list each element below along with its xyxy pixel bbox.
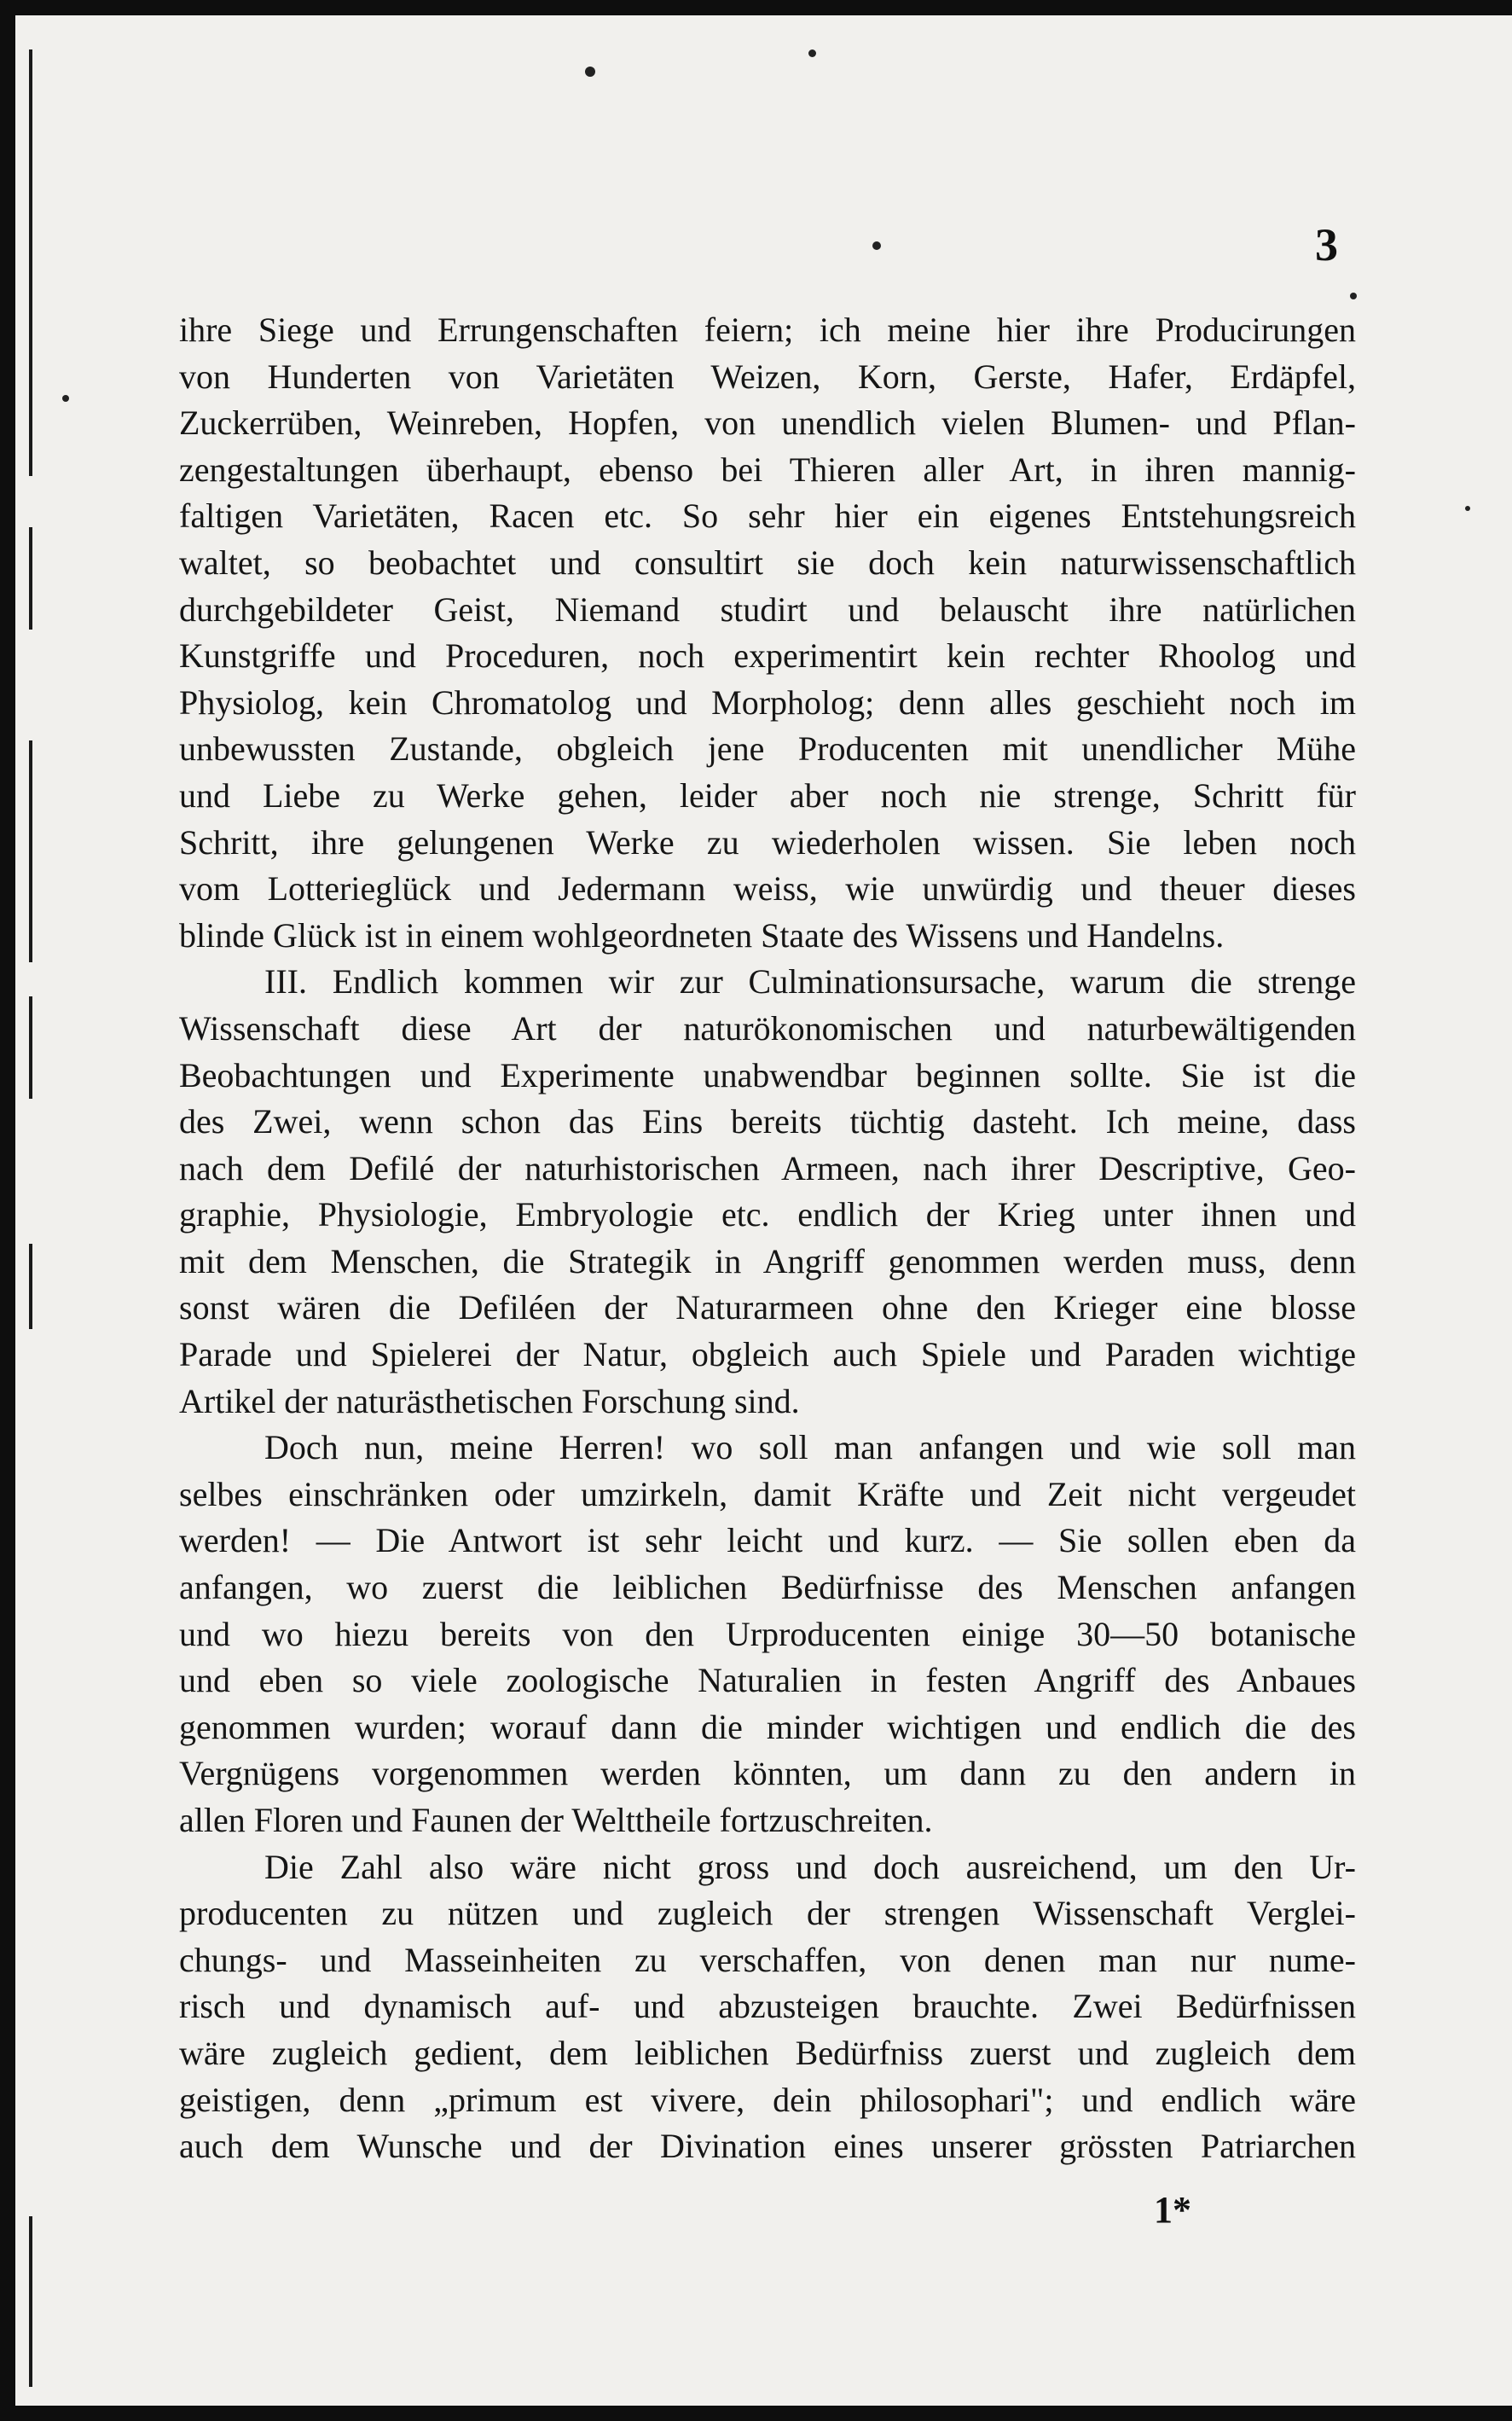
text-line: Parade und Spielerei der Natur, obgleich auch Spiele und Paraden wichtige [179, 1335, 1356, 1374]
scan-speck [585, 67, 595, 77]
text-line: wäre zugleich gedient, dem leiblichen Bedürfniss zuerst und zugleich dem [179, 2033, 1356, 2072]
text-line: waltet, so beobachtet und consultirt sie doch kein naturwissenschaftlich [179, 543, 1356, 582]
text-line: Wissenschaft diese Art der naturökonomischen und naturbewältigenden [179, 1008, 1356, 1048]
text-line: zengestaltungen überhaupt, ebenso bei Thieren aller Art, in ihren mannig- [179, 450, 1356, 489]
text-line: nach dem Defilé der naturhistorischen Armeen, nach ihrer Descriptive, Geo- [179, 1148, 1356, 1187]
text-line: blinde Glück ist in einem wohlgeordneten Staate des Wissens und Handelns. [179, 915, 1225, 955]
text-line: selbes einschränken oder umzirkeln, damit Kräfte und Zeit nicht vergeudet [179, 1474, 1356, 1513]
scan-margin-line [29, 1244, 32, 1329]
text-line: allen Floren und Faunen der Welttheile fortzuschreiten. [179, 1801, 933, 1839]
text-line: von Hunderten von Varietäten Weizen, Korn, Gerste, Hafer, Erdäpfel, [179, 357, 1356, 396]
text-line: producenten zu nützen und zugleich der strengen Wissenschaft Verglei- [179, 1894, 1356, 1933]
text-line: unbewussten Zustande, obgleich jene Producenten mit unendlicher Mühe [179, 729, 1356, 769]
text-line: ihre Siege und Errungenschaften feiern; ich meine hier ihre Producirungen [179, 311, 1356, 349]
text-line: auch dem Wunsche und der Divination eines unserer grössten Patriarchen [179, 2127, 1356, 2166]
text-line: Doch nun, meine Herren! wo soll man anfangen und wie soll man [264, 1428, 1356, 1467]
scan-margin-line [29, 527, 32, 630]
text-line: risch und dynamisch auf- und abzusteigen brauchte. Zwei Bedürfnissen [179, 1987, 1356, 2026]
text-line: Schritt, ihre gelungenen Werke zu wiederholen wissen. Sie leben noch [179, 822, 1356, 862]
body-text [179, 307, 1356, 2170]
text-line: graphie, Physiologie, Embryologie etc. endlich der Krieg unter ihnen und [179, 1195, 1356, 1234]
text-line: anfangen, wo zuerst die leiblichen Bedürfnisse des Menschen anfangen [179, 1568, 1356, 1607]
scan-margin-line [29, 49, 32, 476]
scanned-page [15, 15, 1512, 2406]
text-line: sonst wären die Defiléen der Naturarmeen ohne den Krieger eine blosse [179, 1288, 1356, 1327]
text-line: und wo hiezu bereits von den Urproducenten einige 30—50 botanische [179, 1614, 1356, 1653]
scan-speck [808, 49, 816, 57]
text-line: werden! — Die Antwort ist sehr leicht und kurz. — Sie sollen eben da [179, 1521, 1356, 1560]
text-line: Beobachtungen und Experimente unabwendbar beginnen sollte. Sie ist die [179, 1055, 1356, 1094]
scan-speck [62, 395, 69, 402]
page-number: 3 [1315, 219, 1338, 270]
text-line: chungs- und Masseinheiten zu verschaffen, von denen man nur nume- [179, 1940, 1356, 1979]
text-line: faltigen Varietäten, Racen etc. So sehr hier ein eigenes Entstehungsreich [179, 496, 1356, 536]
text-line: durchgebildeter Geist, Niemand studirt und belauscht ihre natürlichen [179, 589, 1356, 629]
text-line: Physiolog, kein Chromatolog und Morpholog; denn alles geschieht noch im [179, 682, 1356, 722]
scan-speck [1465, 506, 1470, 511]
text-line: III. Endlich kommen wir zur Culminationsursache, warum die strenge [264, 962, 1356, 1001]
text-line: geistigen, denn „primum est vivere, dein philosophari"; und endlich wäre [179, 2080, 1356, 2119]
scan-margin-line [29, 996, 32, 1099]
printer-signature-mark: 1* [1154, 2189, 1191, 2231]
text-line: genommen wurden; worauf dann die minder wichtigen und endlich die des [179, 1707, 1356, 1746]
text-line: Vergnügens vorgenommen werden könnten, um dann zu den andern in [179, 1754, 1356, 1793]
text-line: des Zwei, wenn schon das Eins bereits tüchtig dasteht. Ich meine, dass [179, 1102, 1356, 1141]
scan-speck [872, 241, 881, 250]
text-line: und eben so viele zoologische Naturalien in festen Angriff des Anbaues [179, 1661, 1356, 1700]
text-line: Die Zahl also wäre nicht gross und doch ausreichend, um den Ur- [264, 1847, 1356, 1886]
scan-speck [1350, 293, 1357, 299]
text-line: Kunstgriffe und Proceduren, noch experimentirt kein rechter Rhoolog und [179, 636, 1356, 676]
text-line: Zuckerrüben, Weinreben, Hopfen, von unendlich vielen Blumen- und Pflan- [179, 404, 1356, 443]
scan-margin-line [29, 740, 32, 962]
text-line: und Liebe zu Werke gehen, leider aber noch nie strenge, Schritt für [179, 775, 1356, 815]
text-line: Artikel der naturästhetischen Forschung sind. [179, 1381, 800, 1420]
text-line: mit dem Menschen, die Strategik in Angriff genommen werden muss, denn [179, 1241, 1356, 1280]
scan-margin-line [29, 2216, 32, 2387]
text-line: vom Lotterieglück und Jedermann weiss, wie unwürdig und theuer dieses [179, 869, 1356, 909]
